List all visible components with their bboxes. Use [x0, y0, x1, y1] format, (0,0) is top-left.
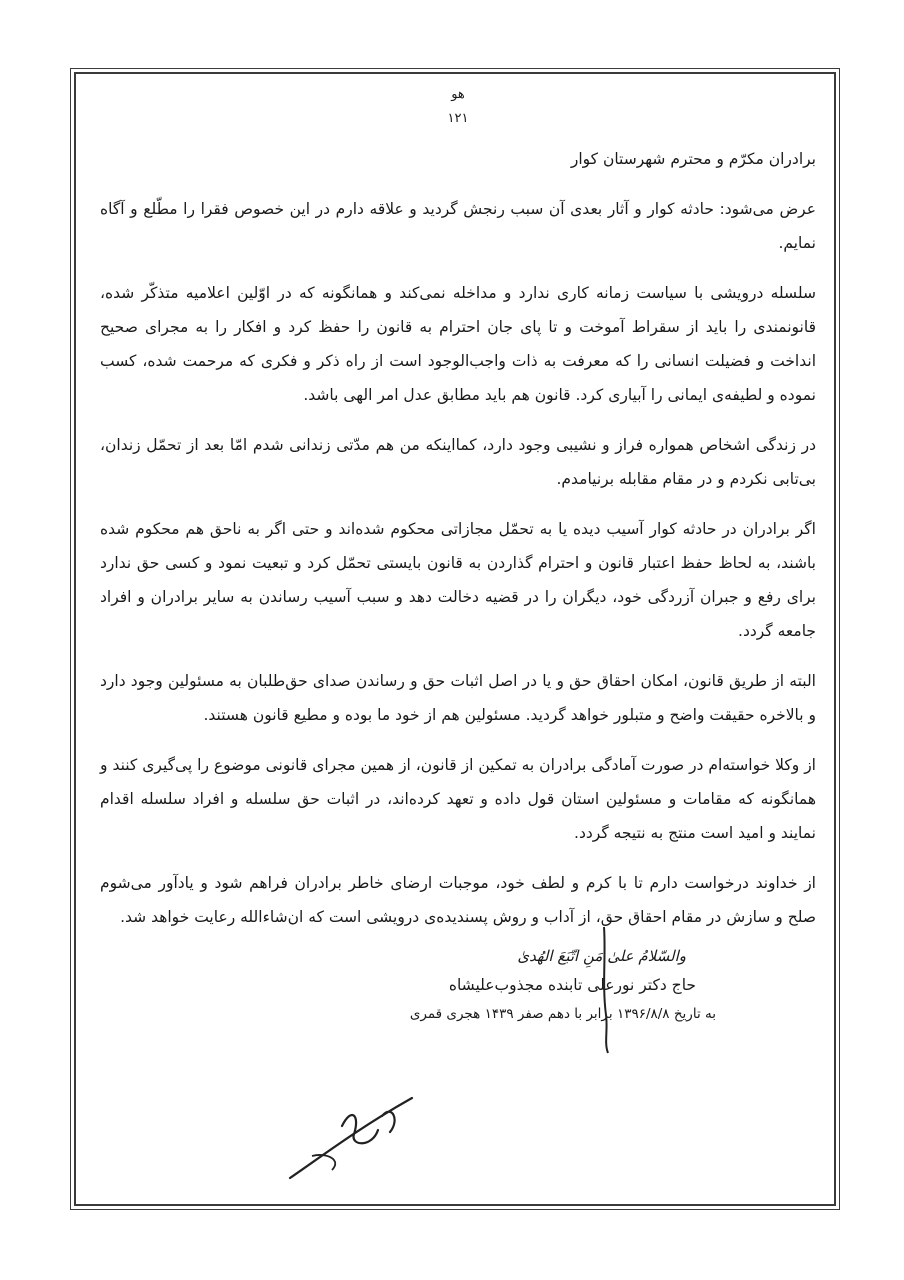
pen-stroke-mark [586, 925, 626, 1055]
paragraph-2: سلسله درویشی با سیاست زمانه کاری ندارد و مداخله نمی‌کند و همانگونه که در اوّلین اعلامیه متذکّر شده، قانونمندی را باید از سقراط آموخت و تا پای جان احترام به قانون را حفظ کرد و افکار را به مجرای صحیح انداخت و فضیلت انسانی را که معرفت به ذات واجب‌الوجود است از راه ذکر و فکری که مرحمت شده، کسب نموده و لطیفه‌ی ایمانی را آبیاری کرد. قانون هم باید مطابق عدل امر الهی باشد. [100, 284, 816, 404]
letter-number: ۱۲۱ [447, 111, 469, 126]
paragraph-7: از خداوند درخواست دارم تا با کرم و لطف خود، موجبات ارضای خاطر برادران فراهم شود و یادآور می‌شوم صلح و سازش در مقام احقاق حق، از آداب و روش پسندیده‌ی درویشی است که ان‌شاءالله رعایت خواهد شد. [100, 874, 816, 926]
letter-date: به تاریخ ۱۳۹۶/۸/۸ برابر با دهم صفر ۱۴۳۹ هجری قمری [409, 1006, 716, 1022]
paragraph-3: در زندگی اشخاص همواره فراز و نشیبی وجود دارد، کمااینکه من هم مدّتی زندانی شدم امّا بعد از تحمّل زندان، بی‌تابی نکردم و در مقام مقابله برنیامدم. [100, 436, 816, 488]
paragraph-6: از وکلا خواسته‌ام در صورت آمادگی برادران به تمکین از قانون، از همین مجرای قانونی موضوع را پی‌گیری کنند و همانگونه که مقامات و مسئولین استان قول داده و تعهد کرده‌اند، در اثبات حق سلسله و افراد سلسله اقدام نمایند و امید است منتج به نتیجه گردد. [100, 756, 816, 842]
closing-greeting: والسّلامُ علیٰ مَنِ اتّبَعَ الهُدیٰ [517, 947, 686, 965]
invocation: هو [451, 87, 465, 102]
paragraph-5: البته از طریق قانون، امکان احقاق حق و یا در اصل اثبات حق و رساندن صدای حق‌طلبان به مسئولین وجود دارد و بالاخره حقیقت واضح و متبلور خواهد گردید. مسئولین هم از خود ما بوده و مطیع قانون هستند. [100, 672, 816, 724]
paragraph-1: عرض می‌شود: حادثه کوار و آثار بعدی آن سبب رنجش گردید و علاقه دارم در این خصوص فقرا را مطّلع و آگاه نمایم. [100, 200, 816, 252]
salutation: برادران مکرّم و محترم شهرستان کوار [570, 150, 816, 168]
paragraph-4: اگر برادران در حادثه کوار آسیب دیده یا به تحمّل مجازاتی محکوم شده‌اند و حتی اگر به ناحق هم محکوم شده باشند، به لحاظ حفظ اعتبار قانون و احترام گذاردن به قانون بایستی تحمّل کرد و تبعیت نمود و کسی حق ندارد برای رفع و جبران آزردگی خود، دیگران را در قضیه دخالت دهد و سبب آسیب رساندن به سایر برادران و افراد جامعه گردد. [100, 520, 816, 640]
letter-body [100, 80, 816, 1028]
handwritten-signature [282, 1086, 432, 1186]
signer-name: حاج دکتر نورعلی تابنده مجذوب‌علیشاه [448, 976, 696, 994]
